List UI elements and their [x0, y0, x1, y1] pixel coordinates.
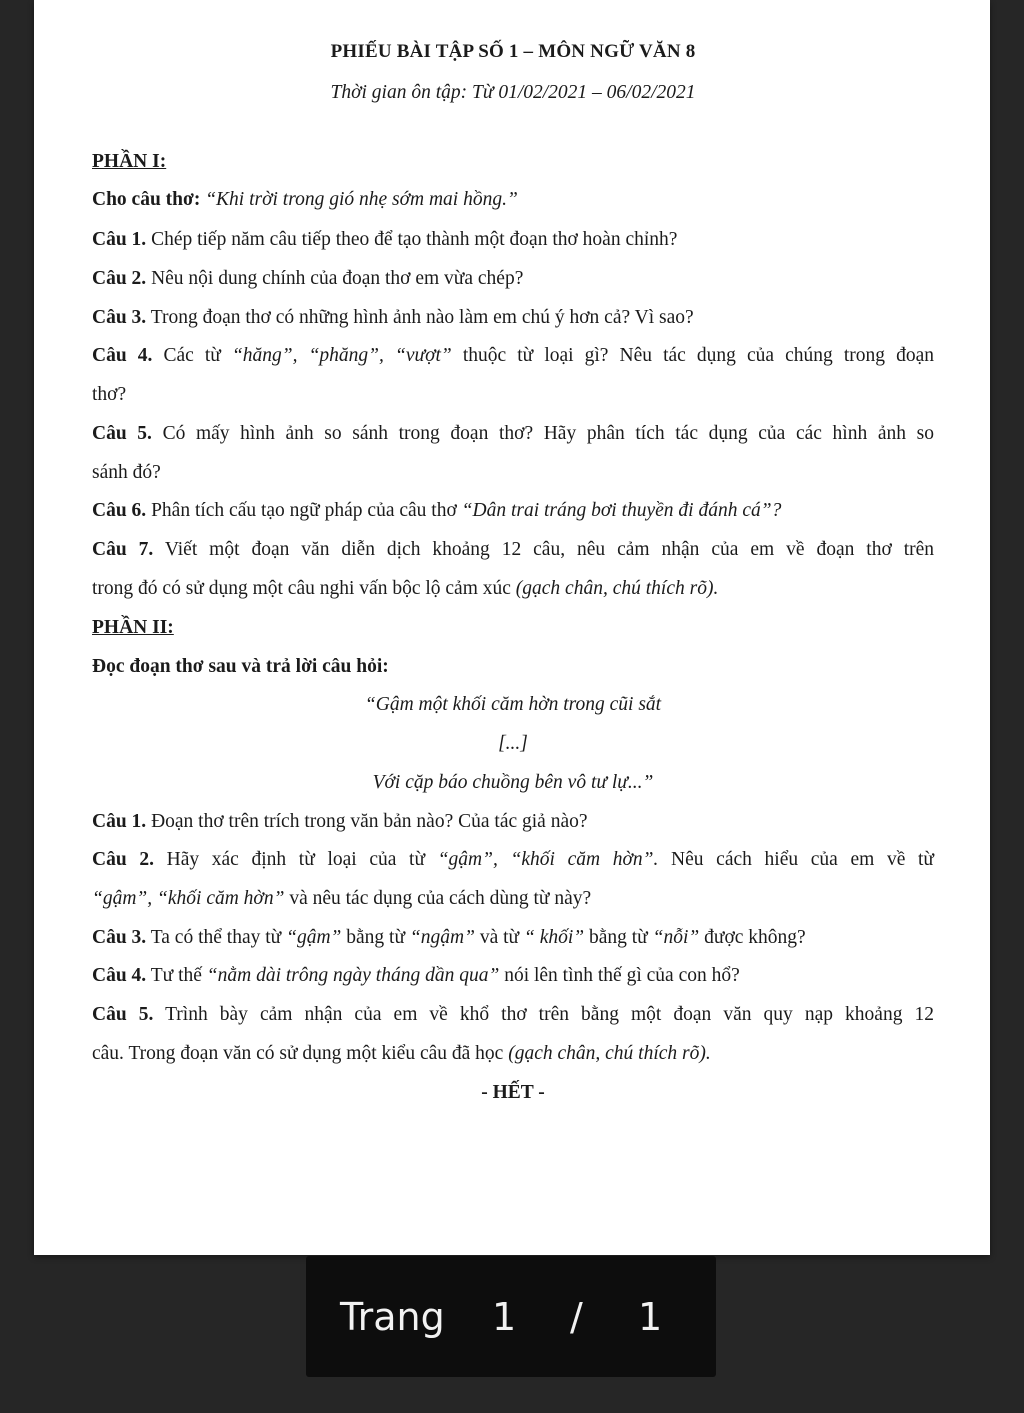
question-quote: “hăng”, “phăng”, “vượt” — [231, 345, 452, 366]
question-label: Câu 4. — [92, 965, 147, 986]
intro-quote: “Khi trời trong gió nhẹ sớm mai hồng.” — [205, 189, 518, 210]
intro-label: Cho câu thơ: — [92, 189, 201, 210]
part1-intro — [92, 188, 934, 212]
question-text: được không? — [704, 927, 806, 948]
poem-line-1: “Gậm một khối căm hờn trong cũi sắt — [364, 694, 662, 715]
part2-question-1 — [92, 810, 934, 834]
part2-question-2-line-2 — [92, 887, 934, 911]
part2-question-5-line-2 — [92, 1042, 934, 1066]
part2-question-5-line-1 — [92, 1003, 934, 1027]
question-label: Câu 5. — [92, 423, 152, 444]
part2-instruction: Đọc đoạn thơ sau và trả lời câu hỏi: — [92, 656, 389, 677]
part1-question-4-line-1 — [92, 344, 934, 368]
question-text: Các từ — [163, 345, 221, 366]
page-separator: / — [570, 1295, 583, 1339]
question-label: Câu 2. — [92, 849, 154, 870]
question-text: Có mấy hình ảnh so sánh trong đoạn thơ? Hãy phân tích tác dụng của các hình ảnh so — [162, 423, 934, 444]
part1-question-3 — [92, 306, 934, 330]
question-text: nói lên tình thế gì của con hổ? — [504, 965, 740, 986]
document-title: PHIẾU BÀI TẬP SỐ 1 – MÔN NGỮ VĂN 8 — [330, 41, 696, 62]
part2-heading: PHẦN II: — [92, 617, 174, 638]
question-text: Viết một đoạn văn diễn dịch khoảng 12 câu, nêu cảm nhận của em về đoạn thơ trên — [164, 539, 935, 560]
question-note: (gạch chân, chú thích rõ). — [515, 578, 719, 599]
question-label: Câu 1. — [92, 811, 147, 832]
total-page-count: 1 — [638, 1295, 663, 1339]
document-subtitle: Thời gian ôn tập: Từ 01/02/2021 – 06/02/2021 — [330, 82, 696, 103]
question-label: Câu 6. — [92, 500, 147, 521]
question-quote: “nỗi” — [652, 927, 700, 948]
question-label: Câu 7. — [92, 539, 154, 560]
question-label: Câu 4. — [92, 345, 153, 366]
current-page-number: 1 — [492, 1295, 517, 1339]
part1-question-5-line-2: sánh đó? — [92, 462, 161, 483]
part1-question-6 — [92, 499, 934, 523]
question-label: Câu 2. — [92, 268, 147, 289]
question-quote: “ khối” — [523, 927, 585, 948]
part2-question-3 — [92, 926, 934, 950]
poem-line-2: [...] — [498, 733, 528, 754]
part1-question-7-line-2 — [92, 577, 934, 601]
question-label: Câu 1. — [92, 229, 147, 250]
question-text: Trong đoạn thơ có những hình ảnh nào làm em chú ý hơn cả? Vì sao? — [150, 307, 694, 328]
question-text: Chép tiếp năm câu tiếp theo để tạo thành một đoạn thơ hoàn chỉnh? — [151, 229, 678, 250]
question-text: bằng từ — [588, 927, 648, 948]
question-text: Đoạn thơ trên trích trong văn bản nào? Của tác giả nào? — [151, 811, 588, 832]
question-text: và từ — [479, 927, 520, 948]
question-text: và nêu tác dụng của cách dùng từ này? — [289, 888, 592, 909]
part1-question-4-line-2: thơ? — [92, 384, 127, 405]
question-text: Nêu cách hiểu của em về từ — [671, 849, 934, 870]
question-quote: “Dân trai tráng bơi thuyền đi đánh cá”? — [461, 500, 782, 521]
part1-question-7-line-1 — [92, 538, 934, 562]
question-text: Tư thế — [150, 965, 202, 986]
part1-question-2 — [92, 267, 934, 291]
question-label: Câu 3. — [92, 307, 147, 328]
question-quote: “gậm”, “khối căm hờn”. — [437, 849, 659, 870]
question-quote: “gậm” — [286, 927, 342, 948]
part1-question-1 — [92, 228, 934, 252]
question-text: Ta có thể thay từ — [150, 927, 282, 948]
part2-question-4 — [92, 964, 934, 988]
question-quote: “nằm dài trông ngày tháng dần qua” — [206, 965, 500, 986]
poem-line-3: Với cặp báo chuồng bên vô tư lự...” — [372, 772, 654, 793]
end-marker: - HẾT - — [481, 1082, 545, 1103]
part2-question-2-line-1 — [92, 848, 934, 872]
question-label: Câu 3. — [92, 927, 147, 948]
question-text: Hãy xác định từ loại của từ — [166, 849, 426, 870]
part1-question-5-line-1 — [92, 422, 934, 446]
question-note: (gạch chân, chú thích rõ). — [508, 1043, 711, 1064]
question-quote: “gậm”, “khối căm hờn” — [92, 888, 285, 909]
question-label: Câu 5. — [92, 1004, 154, 1025]
question-text: câu. Trong đoạn văn có sử dụng một kiểu câu đã học — [92, 1043, 504, 1064]
question-text: Nêu nội dung chính của đoạn thơ em vừa chép? — [151, 268, 524, 289]
page-indicator — [306, 1256, 716, 1377]
question-text: bằng từ — [346, 927, 406, 948]
question-text: Trình bày cảm nhận của em về khổ thơ trên bằng một đoạn văn quy nạp khoảng 12 — [165, 1004, 934, 1025]
question-text: Phân tích cấu tạo ngữ pháp của câu thơ — [151, 500, 457, 521]
question-quote: “ngậm” — [409, 927, 475, 948]
part1-heading: PHẦN I: — [92, 151, 167, 172]
page-indicator-label: Trang — [340, 1295, 445, 1339]
document-page — [34, 0, 990, 1255]
question-text: thuộc từ loại gì? Nêu tác dụng của chúng trong đoạn — [462, 345, 935, 366]
question-text: trong đó có sử dụng một câu nghi vấn bộc lộ cảm xúc — [92, 578, 511, 599]
